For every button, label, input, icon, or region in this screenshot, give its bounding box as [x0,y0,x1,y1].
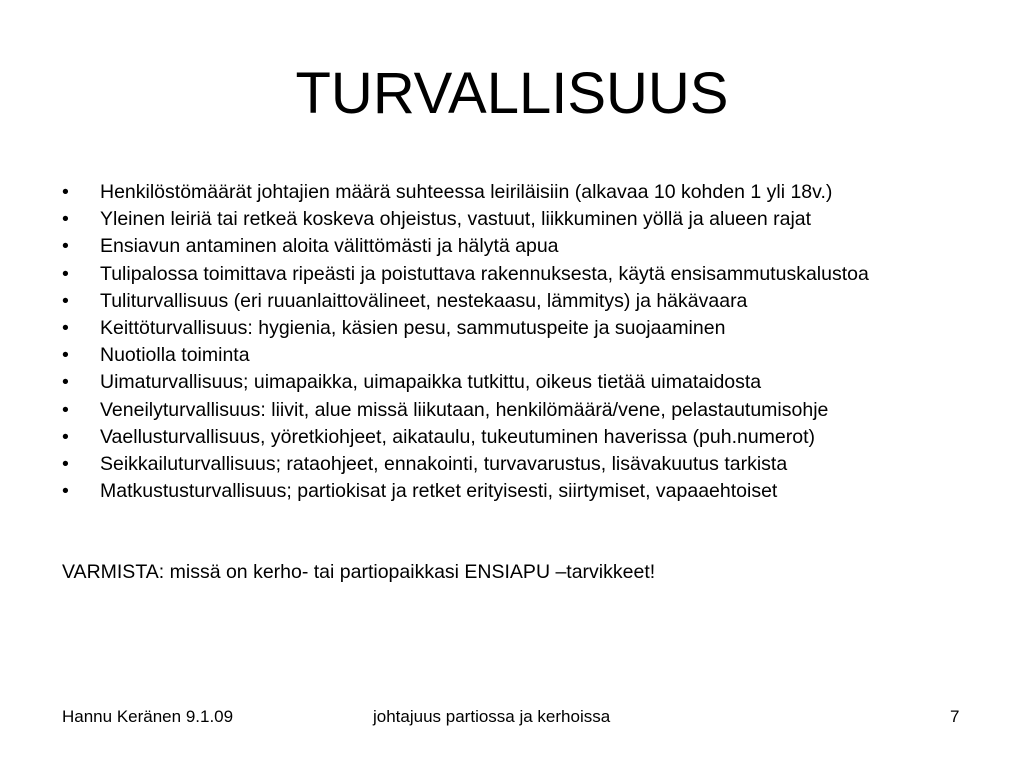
slide-title: TURVALLISUUS [295,61,729,126]
bullet-icon: • [62,316,69,339]
list-item [62,264,982,284]
list-item [62,427,982,447]
list-item-text: Uimaturvallisuus; uimapaikka, uimapaikka tutkittu, oikeus tietää uimataidosta [100,371,762,394]
list-item-text: Matkustusturvallisuus; partiokisat ja retket erityisesti, siirtymiset, vapaaehtoiset [100,480,778,503]
bullet-icon: • [62,262,69,285]
bullet-list [62,182,982,508]
list-item-text: Tuliturvallisuus (eri ruuanlaittovälineet, nestekaasu, lämmitys) ja häkävaara [100,289,748,312]
bullet-icon: • [62,452,69,475]
bullet-icon: • [62,398,69,421]
bullet-icon: • [62,480,69,503]
list-item-text: Yleinen leiriä tai retkeä koskeva ohjeistus, vastuut, liikkuminen yöllä ja alueen rajat [100,208,812,231]
list-item [62,236,982,256]
list-item [62,400,982,420]
list-item [62,454,982,474]
footer-author-date: Hannu Keränen 9.1.09 [62,707,234,726]
list-item-text: Seikkailuturvallisuus; rataohjeet, ennakointi, turvavarustus, lisävakuutus tarkista [100,452,788,475]
bullet-icon: • [62,181,69,203]
list-item-text: Tulipalossa toimittava ripeästi ja poistuttava rakennuksesta, käytä ensisammutuskalustoa [100,262,869,285]
bullet-icon: • [62,344,69,367]
bullet-icon: • [62,235,69,258]
bullet-icon: • [62,289,69,312]
list-item-text: Ensiavun antaminen aloita välittömästi ja hälytä apua [100,235,559,258]
list-item [62,372,982,392]
list-item [62,481,982,501]
list-item [62,291,982,311]
bullet-icon: • [62,425,69,448]
bullet-icon: • [62,208,69,231]
list-item [62,345,982,365]
list-item [62,209,982,229]
bullet-icon: • [62,371,69,394]
list-item-text: Henkilöstömäärät johtajien määrä suhteessa leiriläisiin (alkavaa 10 kohden 1 yli 18v.) [100,181,833,203]
footer-page-number: 7 [950,707,960,726]
footer-topic: johtajuus partiossa ja kerhoissa [373,707,611,726]
list-item-text: Vaellusturvallisuus, yöretkiohjeet, aikataulu, tukeutuminen haverissa (puh.numerot) [100,425,816,448]
list-item [62,182,982,202]
list-item-text: Nuotiolla toiminta [100,344,250,367]
list-item-text: Keittöturvallisuus: hygienia, käsien pesu, sammutuspeite ja suojaaminen [100,316,726,339]
safety-note: VARMISTA: missä on kerho- tai partiopaikkasi ENSIAPU –tarvikkeet! [62,561,656,583]
list-item-text: Veneilyturvallisuus: liivit, alue missä liikutaan, henkilömäärä/vene, pelastautumisohje [100,398,829,421]
list-item [62,318,982,338]
